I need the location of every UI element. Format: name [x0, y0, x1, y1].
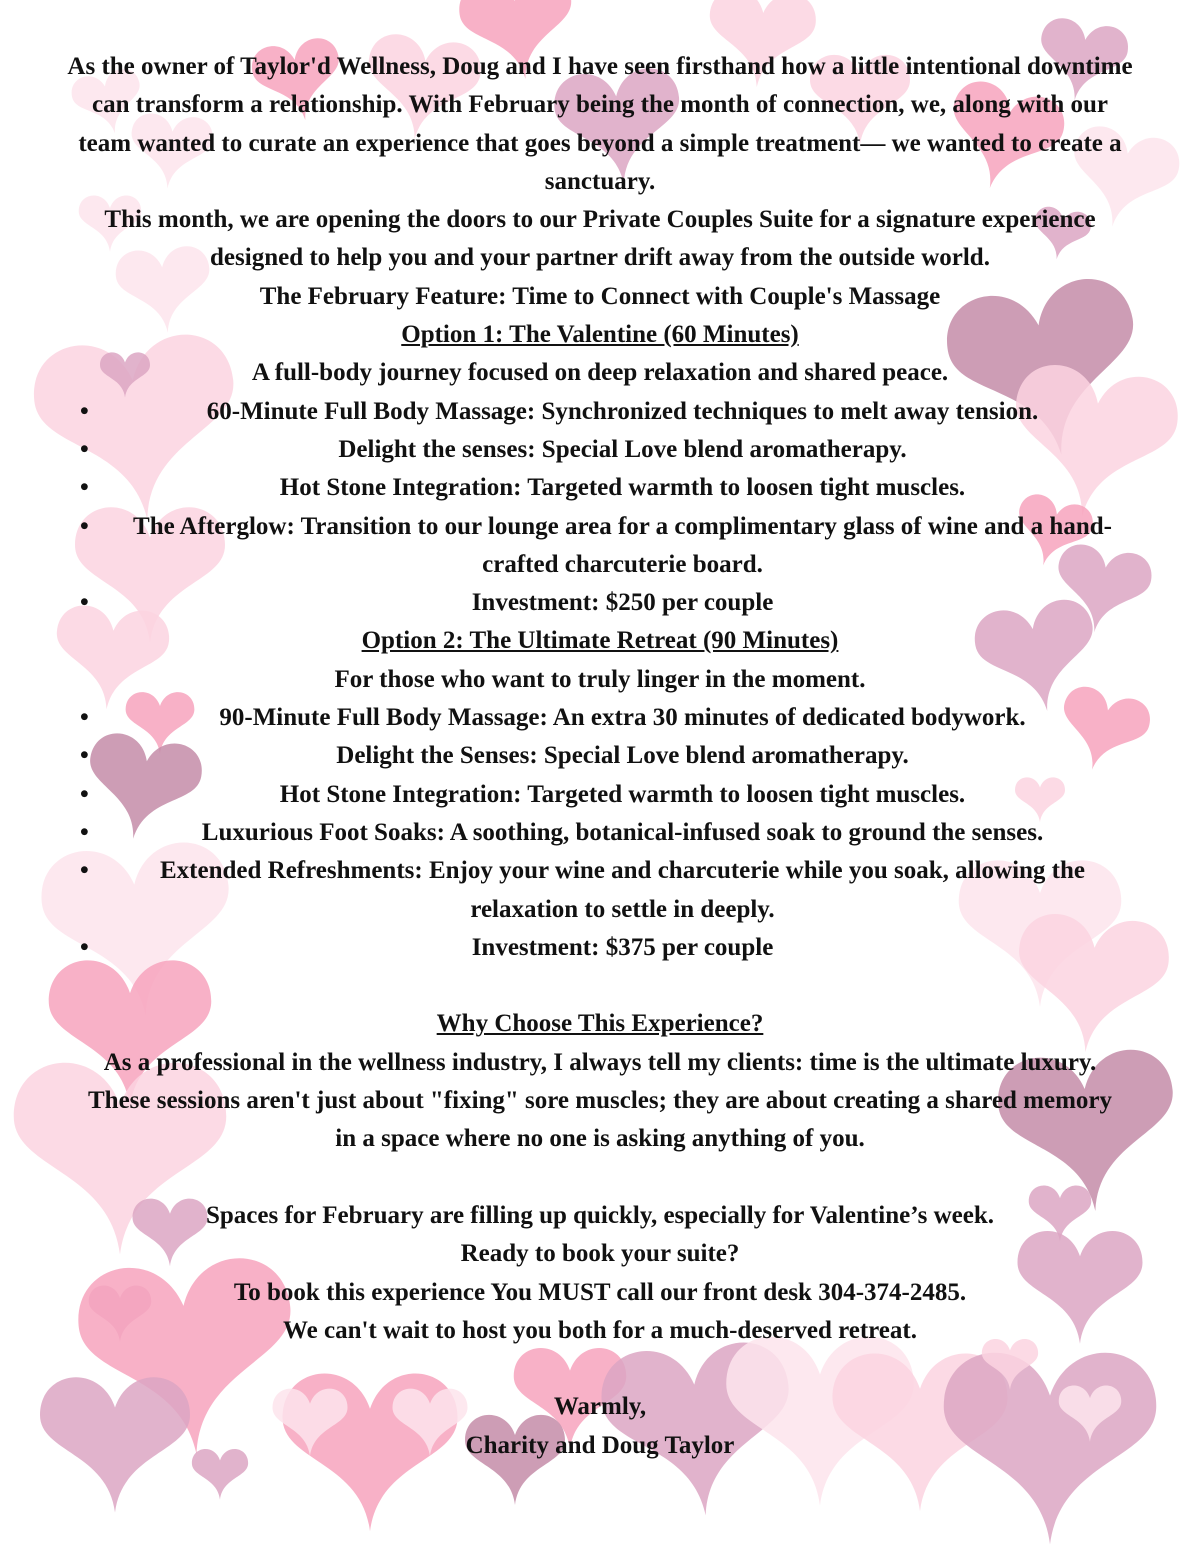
list-item [65, 814, 1135, 852]
bullet: • [80, 857, 89, 885]
list-item [65, 508, 1135, 585]
bullet: • [80, 704, 89, 732]
letter [65, 48, 1135, 1465]
option1-title: Option 1: The Valentine (60 Minutes) [401, 321, 799, 349]
closing-line: To book this experience You MUST call our front desk 304-374-2485. [233, 1278, 967, 1306]
option2-subtitle: For those who want to truly linger in the moment. [334, 665, 866, 693]
list-item [65, 469, 1135, 507]
item-text: Hot Stone Integration: Targeted warmth to loosen tight muscles. [279, 474, 966, 502]
list-item [65, 584, 1135, 622]
item-text: 90-Minute Full Body Massage: An extra 30 minutes of dedicated bodywork. [219, 704, 1026, 732]
bullet: • [80, 397, 89, 425]
list-item [65, 776, 1135, 814]
closing-line: We can't wait to host you both for a much-deserved retreat. [283, 1316, 917, 1344]
signature: Charity and Doug Taylor [465, 1431, 735, 1459]
intro-paragraph: As the owner of Taylor'd Wellness, Doug and I have seen firsthand how a little intentional downtime can transform a relationship. With February being the month of connection, we, along with our team wanted to curate an experience that goes beyond a simple treatment— we wanted to create a sanctuary. [67, 53, 1133, 195]
list-item [65, 737, 1135, 775]
bullet: • [80, 435, 89, 463]
option1-list [65, 393, 1135, 623]
why-body: As a professional in the wellness industry, I always tell my clients: time is the ultimate luxury. These sessions aren't just about "fixing" sore muscles; they are about creating a shared memory in a space where no one is asking anything of you. [87, 1048, 1113, 1153]
list-item [65, 431, 1135, 469]
list-item [65, 699, 1135, 737]
option2-title: Option 2: The Ultimate Retreat (90 Minutes) [361, 627, 839, 655]
item-text: Delight the senses: Special Love blend aromatherapy. [338, 435, 907, 463]
bullet: • [80, 512, 89, 540]
closing-line: Spaces for February are filling up quickly, especially for Valentine’s week. [206, 1201, 994, 1229]
list-item [65, 852, 1135, 929]
list-item [65, 929, 1135, 967]
why-title: Why Choose This Experience? [436, 1010, 764, 1038]
bullet: • [80, 818, 89, 846]
item-text: Extended Refreshments: Enjoy your wine and charcuterie while you soak, allowing the relaxation to settle in deeply. [159, 857, 1086, 923]
bullet: • [80, 742, 89, 770]
option2-list [65, 699, 1135, 967]
signoff: Warmly, [553, 1393, 647, 1421]
item-text: Luxurious Foot Soaks: A soothing, botanical-infused soak to ground the senses. [201, 818, 1044, 846]
item-text: 60-Minute Full Body Massage: Synchronized techniques to melt away tension. [206, 397, 1039, 425]
bullet: • [80, 933, 89, 961]
closing-line: Ready to book your suite? [460, 1240, 740, 1268]
bullet: • [80, 589, 89, 617]
item-text: Investment: $250 per couple [471, 589, 774, 617]
intro-paragraph: This month, we are opening the doors to our Private Couples Suite for a signature experience designed to help you and your partner drift away from the outside world. [104, 206, 1096, 272]
item-text: Investment: $375 per couple [471, 933, 774, 961]
item-text: Hot Stone Integration: Targeted warmth to loosen tight muscles. [279, 780, 966, 808]
option1-subtitle: A full-body journey focused on deep relaxation and shared peace. [251, 359, 949, 387]
item-text: Delight the Senses: Special Love blend aromatherapy. [336, 742, 909, 770]
feature-heading: The February Feature: Time to Connect with Couple's Massage [259, 282, 941, 310]
list-item [65, 393, 1135, 431]
bullet: • [80, 780, 89, 808]
bullet: • [80, 474, 89, 502]
item-text: The Afterglow: Transition to our lounge area for a complimentary glass of wine and a hand-crafted charcuterie board. [133, 512, 1112, 578]
